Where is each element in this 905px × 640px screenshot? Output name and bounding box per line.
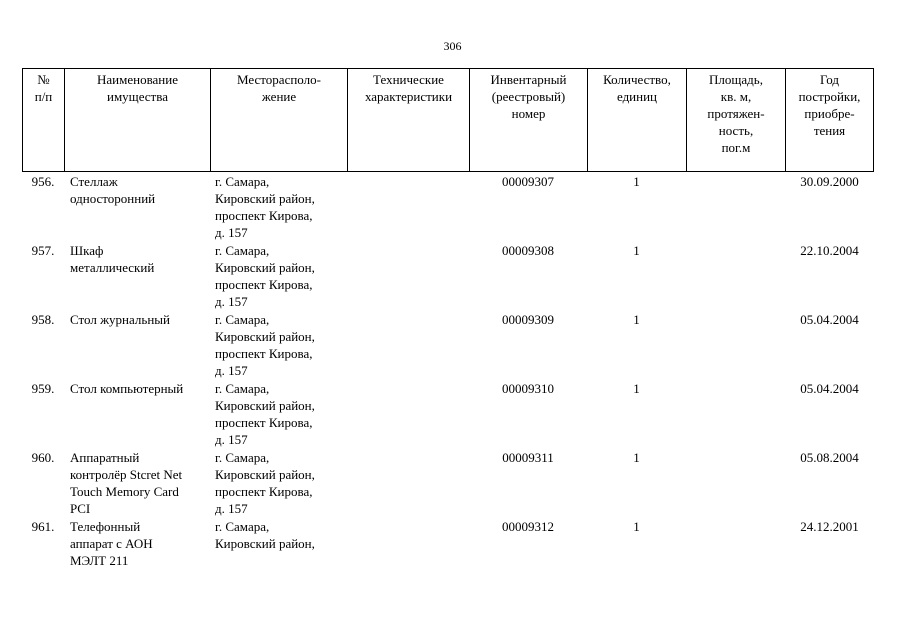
quantity: 1 [633, 312, 640, 327]
header-cell-inventory [470, 69, 588, 171]
header-cell-location [211, 69, 348, 171]
table-row [22, 449, 874, 518]
acquisition-date: 05.04.2004 [800, 312, 859, 327]
table-header [22, 68, 874, 172]
item-location: г. Самара, Кировский район, проспект Кирова, д. 157 [215, 381, 315, 447]
header-label: Инвентарный (реестровый) номер [490, 72, 567, 121]
header-label: № п/п [34, 72, 53, 104]
item-name: Шкаф металлический [70, 243, 155, 275]
item-name: Стол компьютерный [70, 381, 184, 396]
inventory-number: 00009307 [502, 174, 554, 189]
header-label: Наименование имущества [97, 72, 178, 104]
inventory-number: 00009309 [502, 312, 554, 327]
quantity: 1 [633, 243, 640, 258]
table-row [22, 242, 874, 311]
header-label: Площадь, кв. м, протяжен- ность, пог.м [707, 72, 765, 155]
inventory-number: 00009308 [502, 243, 554, 258]
item-name: Телефонный аппарат с АОН МЭЛТ 211 [70, 519, 153, 568]
header-label: Количество, единиц [603, 72, 671, 104]
quantity: 1 [633, 450, 640, 465]
header-cell-name [65, 69, 211, 171]
table-row [22, 173, 874, 242]
item-name: Стол журнальный [70, 312, 170, 327]
item-location: г. Самара, Кировский район, проспект Кирова, д. 157 [215, 312, 315, 378]
row-number: 957. [31, 243, 55, 258]
header-cell-number [23, 69, 65, 171]
item-location: г. Самара, Кировский район, [215, 519, 315, 551]
acquisition-date: 05.04.2004 [800, 381, 859, 396]
acquisition-date: 24.12.2001 [800, 519, 859, 534]
table-body [22, 173, 874, 587]
inventory-number: 00009310 [502, 381, 554, 396]
header-label: Месторасполо- жение [237, 72, 321, 104]
quantity: 1 [633, 381, 640, 396]
row-number: 960. [31, 450, 55, 465]
acquisition-date: 05.08.2004 [800, 450, 859, 465]
table-row [22, 518, 874, 587]
header-cell-tech [348, 69, 470, 171]
page-number: 306 [443, 39, 462, 53]
item-location: г. Самара, Кировский район, проспект Кирова, д. 157 [215, 243, 315, 309]
table-row [22, 311, 874, 380]
header-cell-year [786, 69, 873, 171]
quantity: 1 [633, 519, 640, 534]
row-number: 956. [31, 174, 55, 189]
item-location: г. Самара, Кировский район, проспект Кирова, д. 157 [215, 450, 315, 516]
item-location: г. Самара, Кировский район, проспект Кирова, д. 157 [215, 174, 315, 240]
row-number: 958. [31, 312, 55, 327]
acquisition-date: 22.10.2004 [800, 243, 859, 258]
inventory-number: 00009312 [502, 519, 554, 534]
header-cell-quantity [588, 69, 687, 171]
acquisition-date: 30.09.2000 [800, 174, 859, 189]
row-number: 961. [31, 519, 55, 534]
header-label: Год постройки, приобре- тения [798, 72, 861, 138]
item-name: Аппаратный контролёр Stcret Net Touch Memory Card PCI [70, 450, 183, 516]
header-cell-area [687, 69, 786, 171]
quantity: 1 [633, 174, 640, 189]
row-number: 959. [31, 381, 55, 396]
inventory-number: 00009311 [502, 450, 554, 465]
header-label: Технические характеристики [364, 72, 453, 104]
table-row [22, 380, 874, 449]
item-name: Стеллаж односторонний [70, 174, 156, 206]
